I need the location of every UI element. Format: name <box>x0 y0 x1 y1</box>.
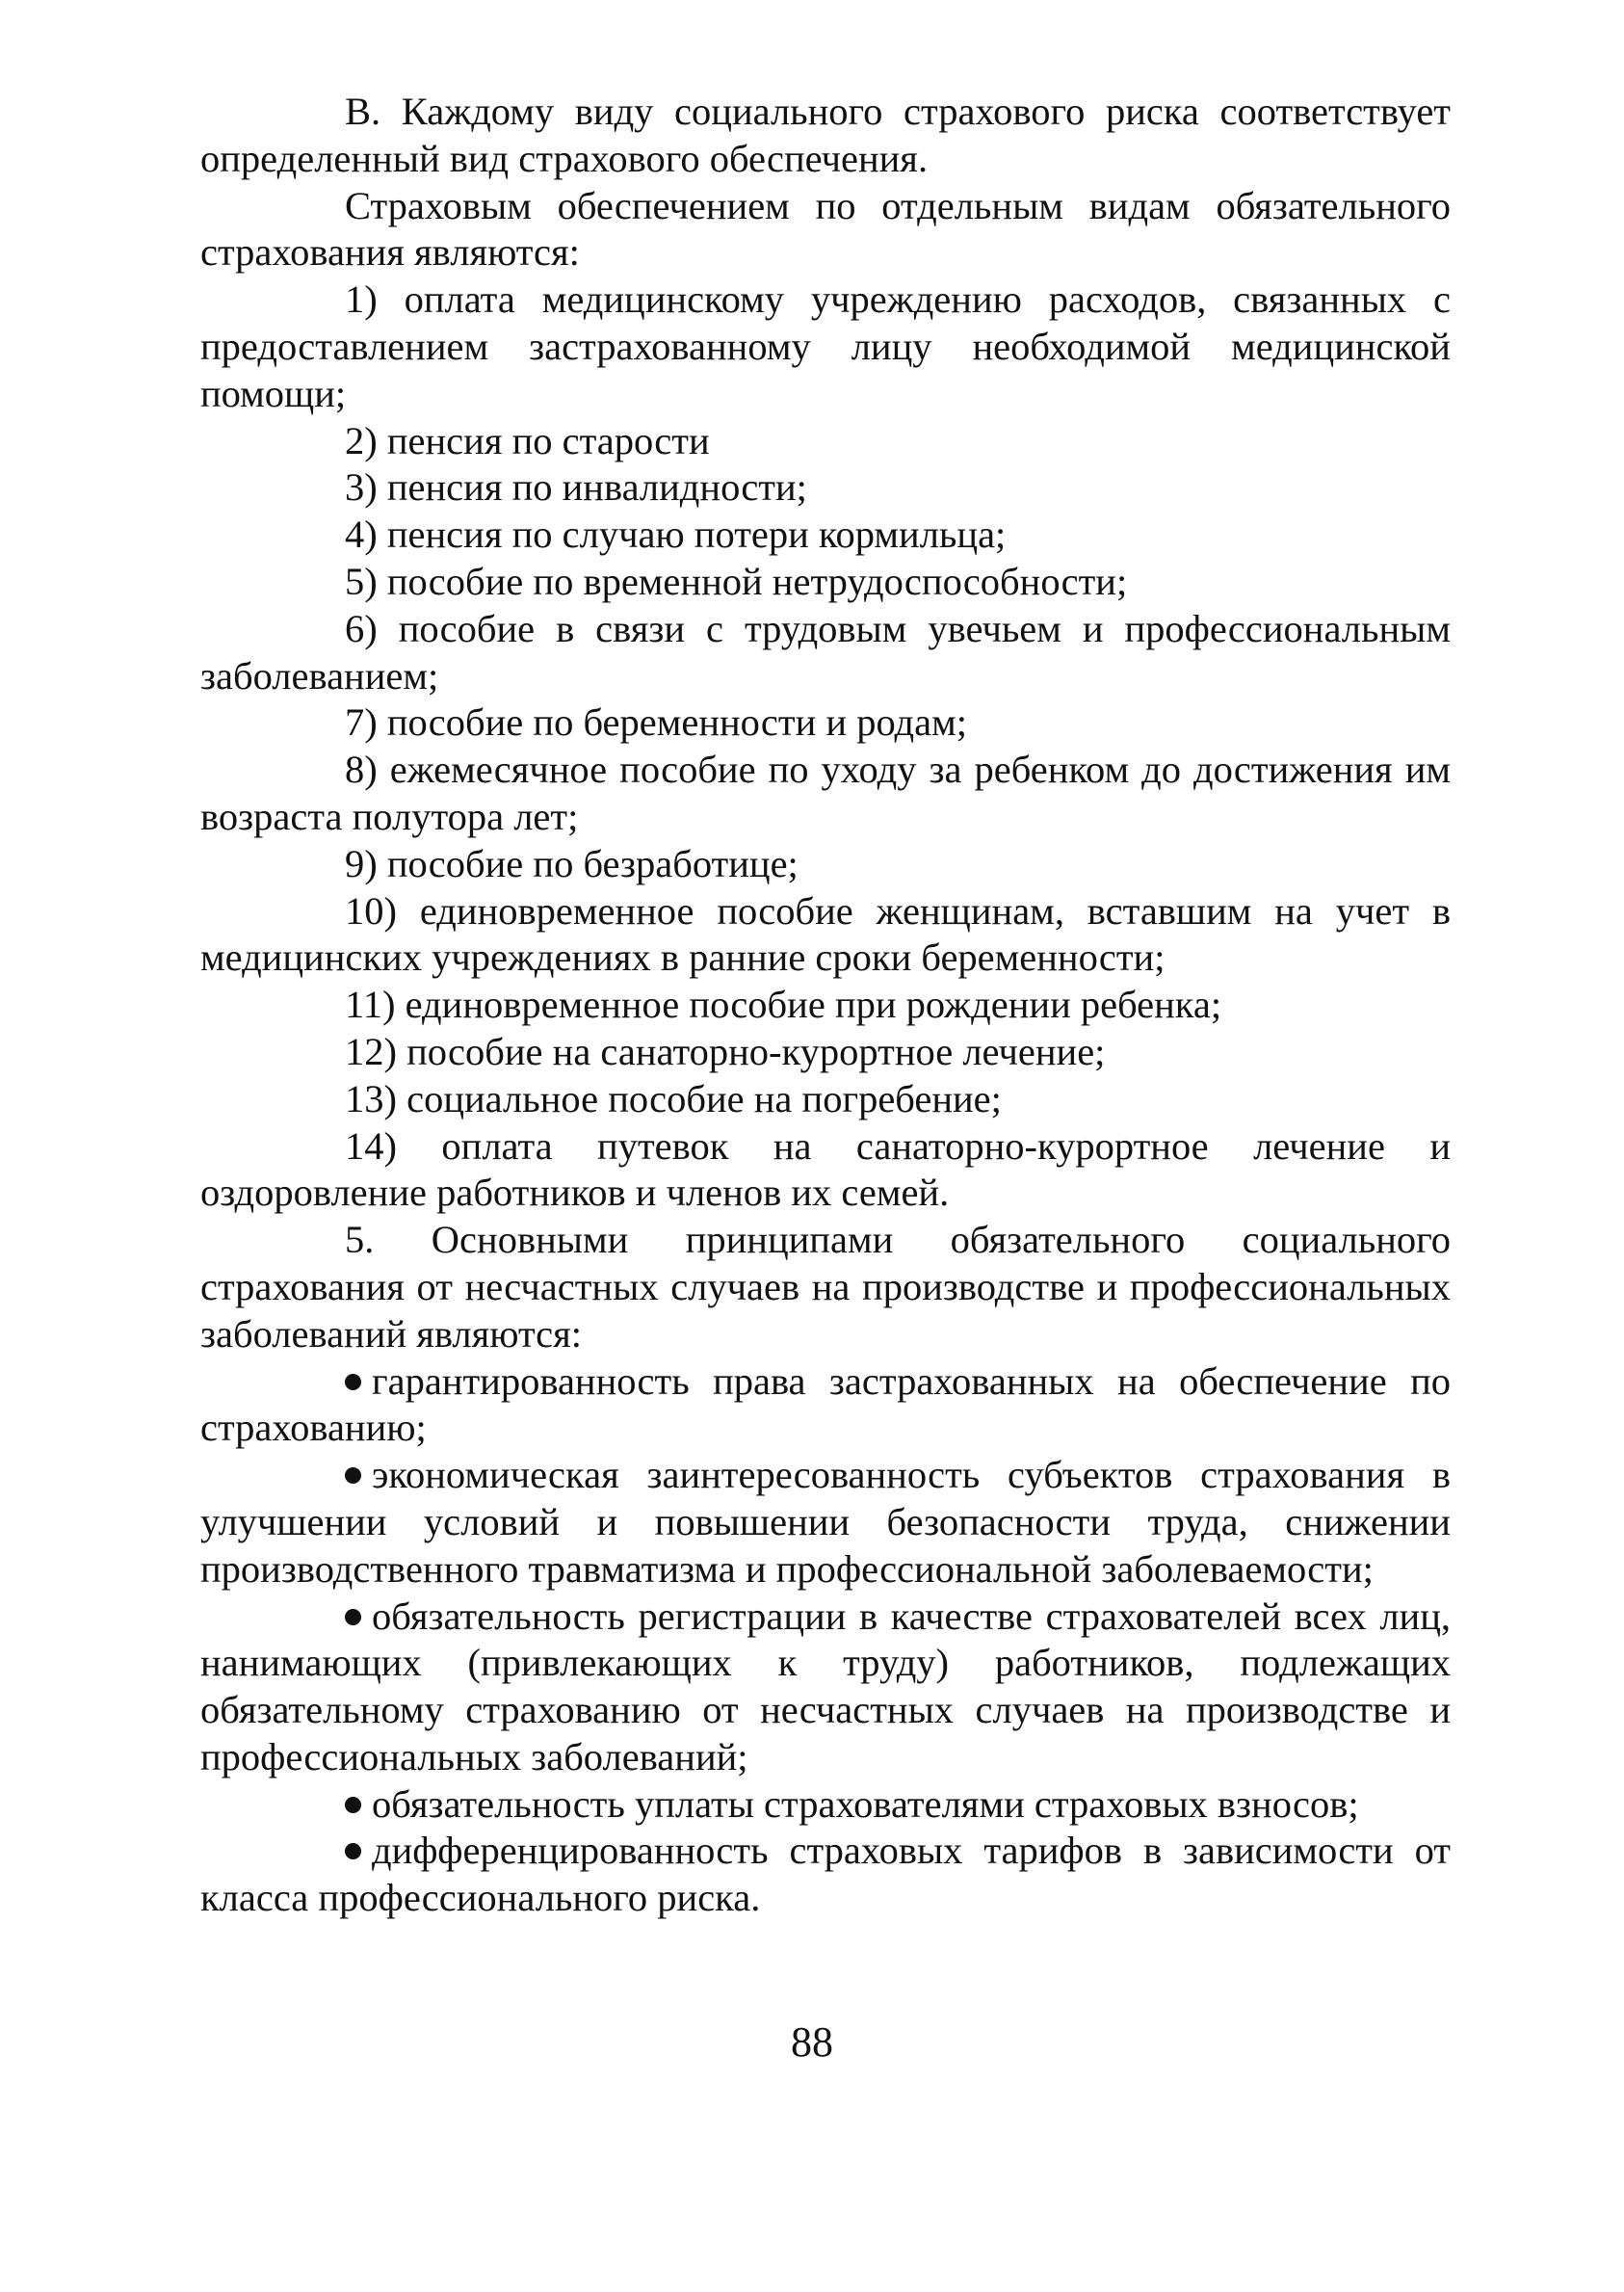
bullet-item <box>200 1358 1451 1453</box>
paragraph-lead: Страховым обеспечением по отдельным видам обязательного страхования являются: <box>200 183 1451 275</box>
bullet-item <box>200 1828 1451 1922</box>
list-item-1: 1) оплата медицинскому учреждению расходов, связанных с предоставлением застрахованному лицу необходимой медицинской помощи; <box>200 277 1451 415</box>
list-item-9: 9) пособие по безработице; <box>345 841 799 885</box>
page-body-text <box>200 89 1451 1922</box>
list-item-12: 12) пособие на санаторно-курортное лечение; <box>345 1029 1106 1073</box>
bullet-item <box>200 1452 1451 1593</box>
page-number: 88 <box>791 2018 833 2066</box>
bullet-icon <box>345 1467 361 1484</box>
list-item-8: 8) ежемесячное пособие по уходу за ребенком до достижения им возраста полутора лет; <box>200 748 1451 838</box>
list-item-4: 4) пенсия по случаю потери кормильца; <box>345 513 1007 557</box>
bullet-text: обязательность регистрации в качестве страхователей всех лиц, нанимающих (привлекающих к труду) работников, подлежащих обязательному страхованию от несчастных случаев на производстве и профессиональных заболеваний; <box>200 1594 1451 1778</box>
list-item-7: 7) пособие по беременности и родам; <box>345 700 968 745</box>
bullet-icon <box>345 1374 361 1390</box>
paragraph-principles: 5. Основными принципами обязательного социального страхования от несчастных случаев на производстве и профессиональных заболеваний являются: <box>200 1218 1451 1356</box>
bullet-text: обязательность уплаты страхователями страховых взносов; <box>372 1781 1359 1826</box>
bullet-item <box>200 1594 1451 1781</box>
paragraph-intro: В. Каждому виду социального страхового риска соответствует определенный вид страхового обеспечения. <box>200 90 1451 180</box>
list-item-10: 10) единовременное пособие женщинам, вставшим на учет в медицинских учреждениях в ранние сроки беременности; <box>200 888 1451 980</box>
bullet-text: дифференцированность страховых тарифов в зависимости от класса профессионального риска. <box>200 1829 1451 1920</box>
list-item-6: 6) пособие в связи с трудовым увечьем и профессиональным заболеванием; <box>200 606 1451 698</box>
list-item-2: 2) пенсия по старости <box>345 418 710 462</box>
list-item-5: 5) пособие по временной нетрудоспособности; <box>345 559 1128 603</box>
bullet-icon <box>345 1797 361 1813</box>
list-item-11: 11) единовременное пособие при рождении ребенка; <box>345 983 1222 1027</box>
list-item-13: 13) социальное пособие на погребение; <box>345 1076 1002 1120</box>
bullet-text: экономическая заинтересованность субъектов страхования в улучшении условий и повышении безопасности труда, снижении производственного травматизма и профессиональной заболеваемости; <box>200 1453 1451 1591</box>
bullet-item <box>200 1781 1451 1829</box>
list-item-14: 14) оплата путевок на санаторно-курортное лечение и оздоровление работников и членов их семей. <box>200 1123 1451 1215</box>
bullet-icon <box>345 1843 361 1859</box>
bullet-icon <box>345 1609 361 1625</box>
list-item-3: 3) пенсия по инвалидности; <box>345 465 807 510</box>
bullet-text: гарантированность права застрахованных на обеспечение по страхованию; <box>200 1358 1451 1450</box>
